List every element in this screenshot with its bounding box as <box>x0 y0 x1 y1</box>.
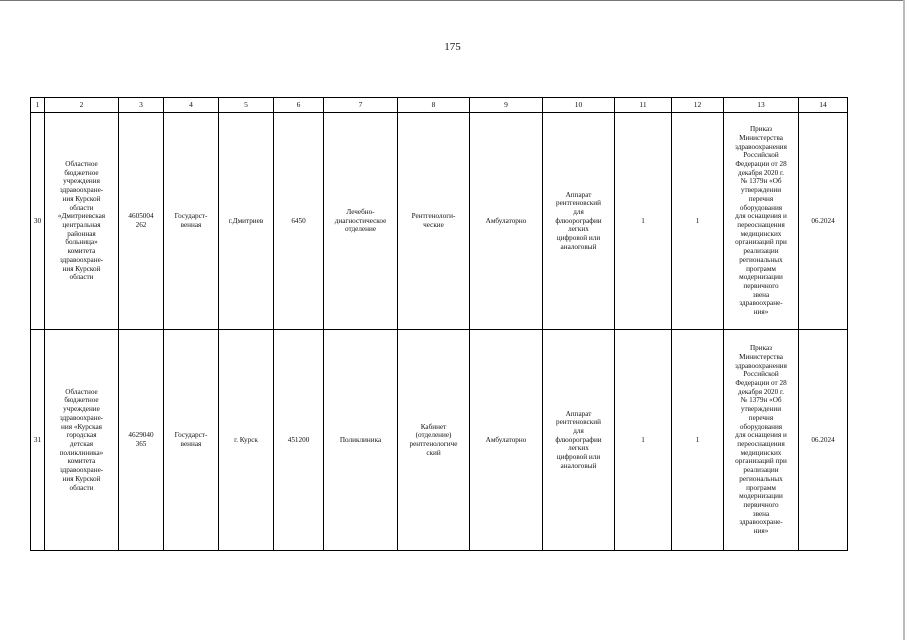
data-table <box>30 97 848 551</box>
cabinet-cell: Рентгенологи- ческие <box>398 113 470 330</box>
locality-cell: г.Дмитриев <box>219 113 274 330</box>
ownership-cell: Государст- венная <box>164 330 219 551</box>
table-row <box>31 330 848 551</box>
organization-cell: Областное бюджетное учреждение здравоохране- ния «Курская городская детская поликлиника» комитета здравоохране- ния Курской области <box>45 330 119 551</box>
locality-cell: г. Курск <box>219 330 274 551</box>
column-number: 6 <box>274 98 324 113</box>
inn-cell: 4629040 365 <box>119 330 164 551</box>
column-number: 10 <box>543 98 615 113</box>
subdivision-cell: Поликлиника <box>324 330 398 551</box>
inn-cell: 4605004 262 <box>119 113 164 330</box>
quantity-cell: 1 <box>672 113 724 330</box>
date-cell: 06.2024 <box>799 113 848 330</box>
population-cell: 6450 <box>274 113 324 330</box>
table-row <box>31 113 848 330</box>
scan-border-top <box>0 0 905 1</box>
quantity-cell: 1 <box>615 330 672 551</box>
column-number: 8 <box>398 98 470 113</box>
column-number: 2 <box>45 98 119 113</box>
legal-basis-cell: Приказ Министерства здравоохранения Российской Федерации от 28 декабря 2020 г. № 1379н «Об утверждении перечня оборудования для оснащения и переоснащения медицинских организаций при реализации региональных программ модернизации первичного звена здравоохране- ния» <box>724 330 799 551</box>
column-number: 3 <box>119 98 164 113</box>
organization-cell: Областное бюджетное учреждения здравоохране- ния Курской области «Дмитриевская центральная районная больница» комитета здравоохране- ния Курской области <box>45 113 119 330</box>
legal-basis-cell: Приказ Министерства здравоохранения Российской Федерации от 28 декабря 2020 г. № 1379н «Об утверждении перечня оборудования для оснащения и переоснащения медицинских организаций при реализации региональных программ модернизации первичного звена здравоохране- ния» <box>724 113 799 330</box>
equipment-cell: Аппарат рентгеновский для флюорографии легких цифровой или аналоговый <box>543 330 615 551</box>
quantity-cell: 1 <box>672 330 724 551</box>
date-cell: 06.2024 <box>799 330 848 551</box>
column-number: 13 <box>724 98 799 113</box>
column-number-row <box>31 98 848 113</box>
ownership-cell: Государст- венная <box>164 113 219 330</box>
column-number: 7 <box>324 98 398 113</box>
column-number: 12 <box>672 98 724 113</box>
column-number: 14 <box>799 98 848 113</box>
column-number: 9 <box>470 98 543 113</box>
population-cell: 451200 <box>274 330 324 551</box>
page-number: 175 <box>444 41 461 53</box>
column-number: 4 <box>164 98 219 113</box>
subdivision-cell: Лечебно- диагностическое отделение <box>324 113 398 330</box>
row-number-cell: 31 <box>31 330 45 551</box>
care-condition-cell: Амбулаторно <box>470 330 543 551</box>
row-number-cell: 30 <box>31 113 45 330</box>
quantity-cell: 1 <box>615 113 672 330</box>
equipment-cell: Аппарат рентгеновский для флюорографии легких цифровой или аналоговый <box>543 113 615 330</box>
column-number: 11 <box>615 98 672 113</box>
column-number: 5 <box>219 98 274 113</box>
care-condition-cell: Амбулаторно <box>470 113 543 330</box>
cabinet-cell: Кабинет (отделение) рентгенологиче ский <box>398 330 470 551</box>
column-number: 1 <box>31 98 45 113</box>
